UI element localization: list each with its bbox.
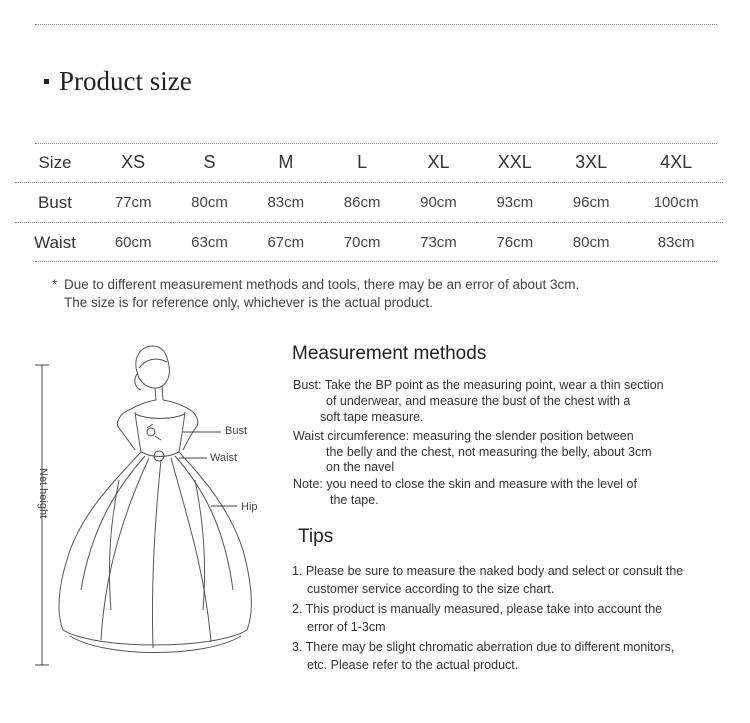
tips-line: error of 1-3cm [307,620,386,634]
table-cell: 96cm [553,183,629,223]
methods-line: Waist circumference: measuring the slender position between [293,429,634,443]
methods-line: the tape. [330,493,379,507]
figure-sketch [59,346,251,653]
tips-line: customer service according to the size chart. [307,582,555,596]
tips-line: etc. Please refer to the actual product. [307,658,519,672]
size-cell: XS [121,152,146,172]
methods-line: Note: you need to close the skin and measure with the level of [293,477,637,491]
table-cell: 76cm [477,223,553,263]
table-bottom-divider [35,261,717,262]
tips-line: 1. Please be sure to measure the naked body and select or consult the [292,564,684,578]
tips-line: 3. There may be slight chromatic aberration due to different monitors, [292,640,675,654]
note-asterisk: * [52,277,58,292]
methods-line: on the navel [326,460,395,474]
table-cell: 77cm [95,183,171,223]
size-cell: 3XL [575,152,608,172]
note-line-1: Due to different measurement methods and tools, there may be an error of about 3cm. [64,277,580,292]
tips-title: Tips [298,526,334,547]
top-divider [35,24,717,25]
table-header-row [15,143,723,183]
measurement-note [52,276,579,312]
table-cell: 100cm [629,183,723,223]
methods-line: Bust: Take the BP point as the measuring point, wear a thin section [293,378,664,392]
size-cell: M [278,152,294,172]
bullet-square-icon [44,79,49,84]
waist-label: Waist [210,452,238,464]
size-cell: XXL [497,152,532,172]
table-cell: 90cm [400,183,476,223]
table-cell: 80cm [553,223,629,263]
methods-line: soft tape measure. [320,410,424,424]
table-cell: 80cm [171,183,247,223]
page-title [44,66,192,97]
size-cell: L [357,152,368,172]
row-label-bust: Bust [15,183,95,223]
table-row-bust [15,183,723,223]
table-cell: 60cm [95,223,171,263]
table-cell: 70cm [324,223,400,263]
measurement-methods-title: Measurement methods [292,343,487,364]
net-height-label: Net height [37,468,49,519]
size-header-cell: Size [38,152,72,172]
table-cell: 83cm [629,223,723,263]
table-cell: 73cm [400,223,476,263]
table-cell: 86cm [324,183,400,223]
row-label-waist: Waist [15,223,95,263]
hip-label: Hip [241,501,258,513]
table-row-waist [15,223,723,263]
methods-line: the belly and the chest, not measuring the belly, about 3cm [326,445,652,459]
table-cell: 67cm [248,223,324,263]
dress-figure-illustration [15,340,285,685]
bust-label: Bust [225,425,248,437]
size-cell: S [203,152,216,172]
methods-line: of underwear, and measure the bust of the chest with a [326,394,631,408]
tips-line: 2. This product is manually measured, please take into account the [292,602,663,616]
table-cell: 93cm [477,183,553,223]
size-cell: XL [427,152,450,172]
note-line-2: The size is for reference only, whichever is the actual product. [64,295,433,310]
table-cell: 63cm [171,223,247,263]
page-title-text: Product size [59,66,192,96]
size-cell: 4XL [660,152,693,172]
table-cell: 83cm [248,183,324,223]
size-table [15,143,723,262]
